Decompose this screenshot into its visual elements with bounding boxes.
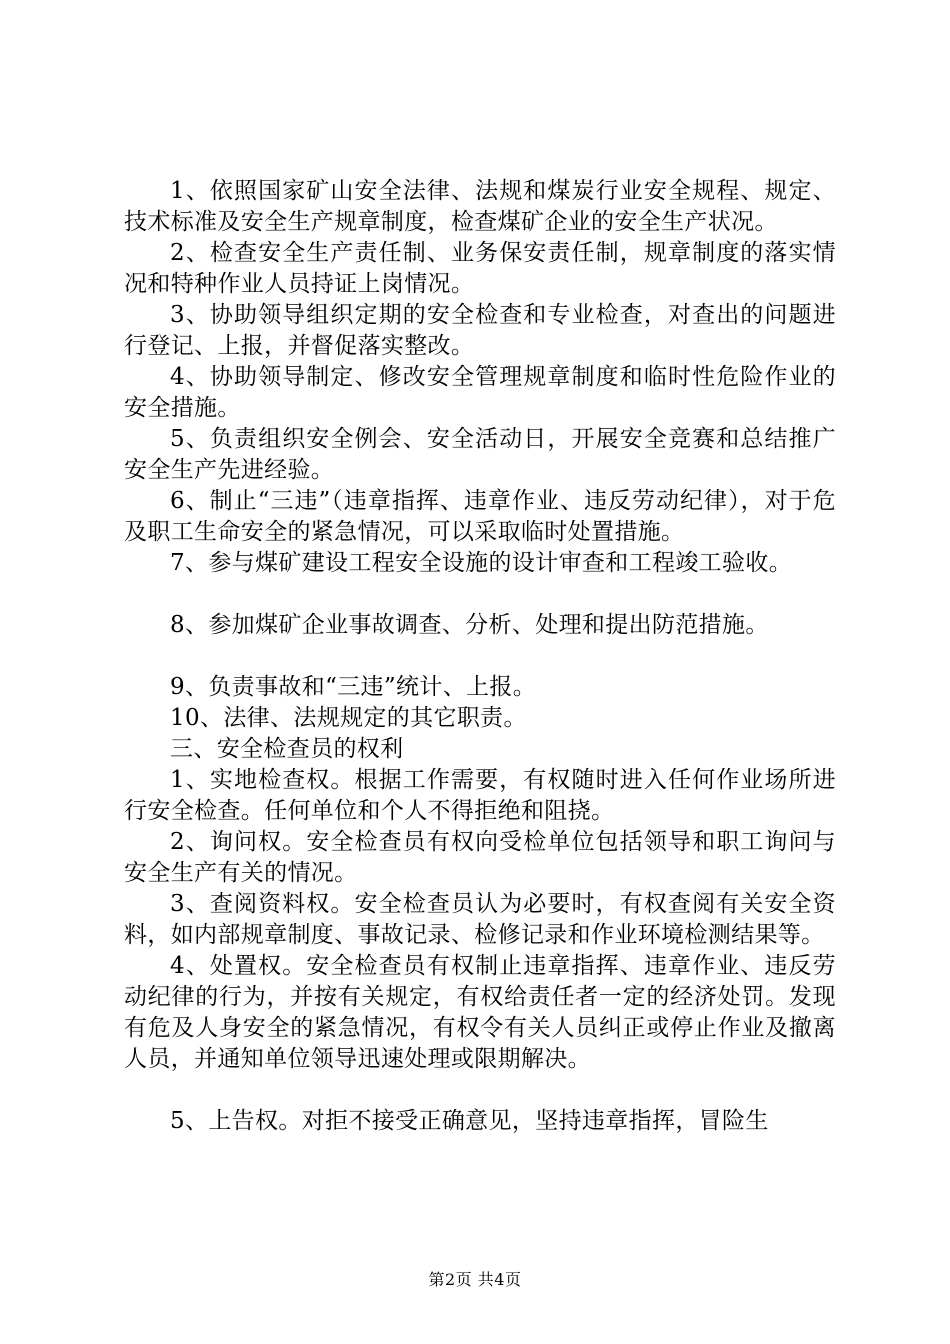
- right-item-3: 3、查阅资料权。安全检查员认为必要时，有权查阅有关安全资料，如内部规章制度、事故记录、检修记录和作业环境检测结果等。: [124, 891, 836, 948]
- page-footer: 第2页 共4页: [428, 1270, 522, 1289]
- right-item-2: 2、询问权。安全检查员有权向受检单位包括领导和职工询问与安全生产有关的情况。: [124, 829, 836, 886]
- duty-item-1: 1、依照国家矿山安全法律、法规和煤炭行业安全规程、规定、技术标准及安全生产规章制度，检查煤矿企业的安全生产状况。: [124, 178, 836, 235]
- duty-item-9: 9、负责事故和“三违”统计、上报。: [170, 674, 537, 700]
- duty-item-8: 8、参加煤矿企业事故调查、分析、处理和提出防范措施。: [170, 612, 769, 638]
- section-heading-rights: 三、安全检查员的权利: [170, 736, 404, 762]
- duty-item-10: 10、法律、法规规定的其它职责。: [170, 705, 527, 731]
- duty-item-3: 3、协助领导组织定期的安全检查和专业检查，对查出的问题进行登记、上报，并督促落实整改。: [124, 302, 836, 359]
- duty-item-5: 5、负责组织安全例会、安全活动日，开展安全竞赛和总结推广安全生产先进经验。: [124, 426, 836, 483]
- duty-item-4: 4、协助领导制定、修改安全管理规章制度和临时性危险作业的安全措施。: [124, 364, 836, 421]
- right-item-1: 1、实地检查权。根据工作需要，有权随时进入任何作业场所进行安全检查。任何单位和个人不得拒绝和阻挠。: [124, 767, 836, 824]
- right-item-4: 4、处置权。安全检查员有权制止违章指挥、违章作业、违反劳动纪律的行为，并按有关规定，有权给责任者一定的经济处罚。发现有危及人身安全的紧急情况，有权令有关人员纠正或停止作业及撤离人员，并通知单位领导迅速处理或限期解决。: [124, 953, 836, 1072]
- duty-item-2: 2、检查安全生产责任制、业务保安责任制，规章制度的落实情况和特种作业人员持证上岗情况。: [124, 240, 836, 297]
- duty-item-6: 6、制止“三违”（违章指挥、违章作业、违反劳动纪律），对于危及职工生命安全的紧急情况，可以采取临时处置措施。: [124, 488, 836, 545]
- duty-item-7: 7、参与煤矿建设工程安全设施的设计审查和工程竣工验收。: [170, 550, 793, 576]
- document-body: [124, 176, 836, 1137]
- right-item-5: 5、上告权。对拒不接受正确意见，坚持违章指挥，冒险生: [170, 1108, 769, 1134]
